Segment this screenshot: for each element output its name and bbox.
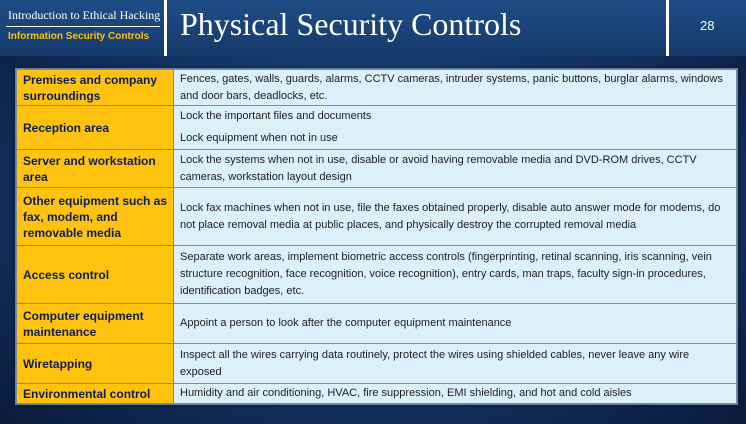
- row-description: [174, 150, 737, 188]
- table-row: [17, 384, 737, 404]
- slide-content: [0, 56, 746, 424]
- course-title: Introduction to Ethical Hacking: [8, 8, 161, 22]
- table-row: [17, 304, 737, 344]
- row-description: [174, 344, 737, 384]
- row-description: [174, 188, 737, 246]
- table-row: [17, 70, 737, 106]
- row-category: Other equipment such as fax, modem, and removable media: [17, 188, 174, 246]
- description-line: Humidity and air conditioning, HVAC, fire suppression, EMI shielding, and hot and cold aisles: [180, 387, 632, 399]
- table-row: [17, 106, 737, 150]
- table-row: [17, 246, 737, 304]
- controls-table: [15, 68, 738, 405]
- course-subtitle: Information Security Controls: [8, 31, 150, 42]
- description-line: Lock the systems when not in use, disable or avoid having removable media and DVD-ROM drives, CCTV cameras, workstation layout design: [180, 153, 697, 183]
- description-line: Appoint a person to look after the computer equipment maintenance: [180, 317, 512, 329]
- row-description: [174, 304, 737, 344]
- slide-title: Physical Security Controls: [180, 6, 522, 42]
- description-line: Separate work areas, implement biometric access controls (fingerprinting, retinal scanning, iris scanning, vein structure recognition, face recognition, voice recognition), entry cards, man traps, faculty sign-in procedures, identification badges, etc.: [180, 251, 712, 297]
- description-line: Lock fax machines when not in use, file the faxes obtained properly, disable auto answer mode for modems, do not place removal media at public places, and physically destroy the corrupted removal media: [180, 201, 721, 231]
- table-row: [17, 344, 737, 384]
- row-description: [174, 246, 737, 304]
- row-description: [174, 384, 737, 404]
- description-line: Fences, gates, walls, guards, alarms, CCTV cameras, intruder systems, panic buttons, burglar alarms, windows and door bars, deadlocks, etc.: [180, 72, 723, 102]
- header-separator: [666, 0, 669, 56]
- slide-header: [0, 0, 746, 56]
- page-number: 28: [700, 18, 715, 33]
- description-line: Inspect all the wires carrying data routinely, protect the wires using shielded cables, never leave any wire exposed: [180, 348, 690, 378]
- row-category: Server and workstation area: [17, 150, 174, 188]
- table-row: [17, 188, 737, 246]
- row-category: Premises and company surroundings: [17, 70, 174, 106]
- table-row: [17, 150, 737, 188]
- row-category: Environmental control: [17, 384, 174, 404]
- description-line: Lock equipment when not in use: [180, 132, 338, 144]
- row-category: Reception area: [17, 106, 174, 150]
- course-divider: [6, 26, 160, 27]
- row-category: Access control: [17, 246, 174, 304]
- row-description: [174, 70, 737, 106]
- row-category: Wiretapping: [17, 344, 174, 384]
- header-separator: [164, 0, 167, 56]
- row-category: Computer equipment maintenance: [17, 304, 174, 344]
- course-label: [6, 4, 160, 50]
- description-line: Lock the important files and documents: [180, 110, 372, 122]
- row-description: [174, 106, 737, 150]
